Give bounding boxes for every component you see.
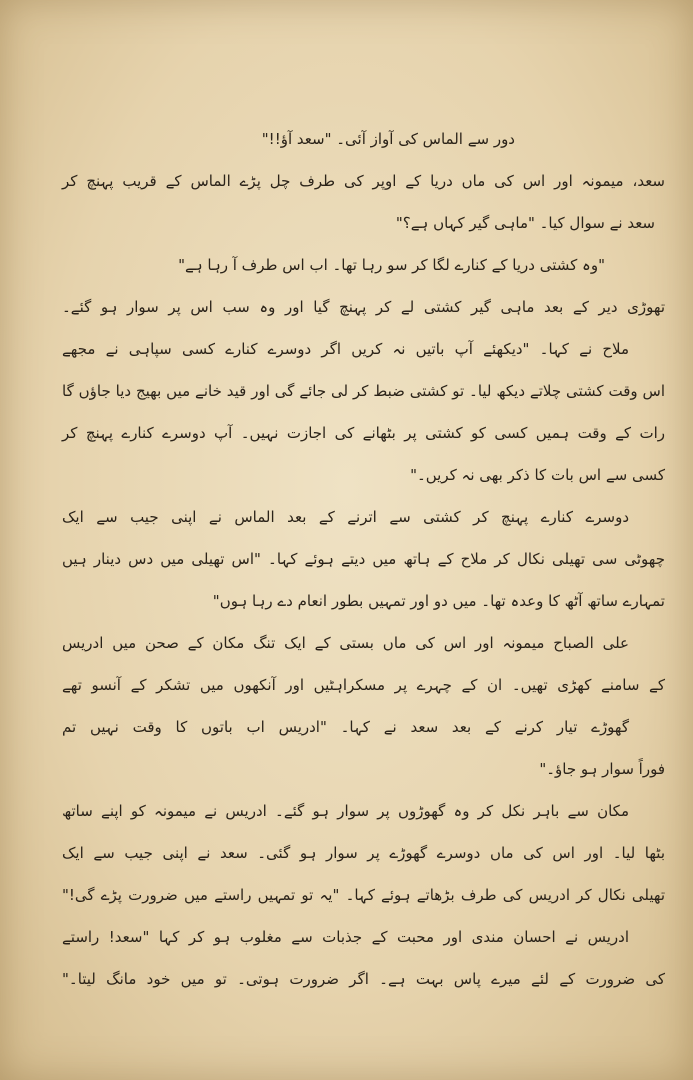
- text-line: بٹھا لیا۔ اور اس کی ماں دوسرے گھوڑے پر سوار ہو گئی۔ سعد نے اپنی جیب سے ایک: [62, 844, 665, 862]
- text-line: اس وقت کشتی چلاتے دیکھ لیا۔ تو کشتی ضبط کر لی جائے گی اور قید خانے میں بھیج دیا جاؤں گا: [62, 382, 665, 400]
- text-line: رات کے وقت ہمیں کسی کو کشتی پر بٹھانے کی اجازت نہیں۔ آپ دوسرے کنارے پہنچ کر: [62, 424, 665, 442]
- text-line: ادریس نے احسان مندی اور محبت کے جذبات سے مغلوب ہو کر کہا "سعد! راستے: [62, 928, 629, 946]
- text-line: "وہ کشتی دریا کے کنارے لگا کر سو رہا تھا۔ اب اس طرف آ رہا ہے": [178, 256, 605, 274]
- text-line: تھوڑی دیر کے بعد ماہی گیر کشتی لے کر پہنچ گیا اور وہ سب اس پر سوار ہو گئے۔: [62, 298, 665, 316]
- text-line: فوراً سوار ہو جاؤ۔": [539, 760, 665, 778]
- text-line: کی ضرورت کے لئے میرے پاس بہت ہے۔ اگر ضرورت ہوتی۔ تو میں خود مانگ لیتا۔": [62, 970, 665, 988]
- text-line: کسی سے اس بات کا ذکر بھی نہ کریں۔": [410, 466, 665, 484]
- text-line: سعد نے سوال کیا۔ "ماہی گیر کہاں ہے؟": [395, 214, 655, 232]
- text-line: تھیلی نکال کر ادریس کی طرف بڑھاتے ہوئے کہا۔ "یہ تو تمہیں راستے میں ضرورت پڑے گی!": [62, 886, 665, 904]
- text-line: دور سے الماس کی آواز آئی۔ "سعد آؤ!!": [261, 130, 515, 148]
- text-line: ملاح نے کہا۔ "دیکھئے آپ باتیں نہ کریں اگر دوسرے کنارے کسی سپاہی نے مجھے: [62, 340, 629, 358]
- text-line: دوسرے کنارے پہنچ کر کشتی سے اترنے کے بعد الماس نے اپنی جیب سے ایک: [62, 508, 629, 526]
- text-line: کے سامنے کھڑی تھیں۔ ان کے چہرے پر مسکراہٹیں اور آنکھوں میں تشکر کے آنسو تھے: [62, 676, 665, 694]
- text-line: چھوٹی سی تھیلی نکال کر ملاح کے ہاتھ میں دیتے ہوئے کہا۔ "اس تھیلی میں دس دینار ہیں: [62, 550, 665, 568]
- text-line: سعد، میمونہ اور اس کی ماں دریا کے اوپر کی طرف چل پڑے الماس کے قریب پہنچ کر: [62, 172, 665, 190]
- text-line: تمہارے ساتھ آٹھ کا وعدہ تھا۔ میں دو اور تمہیں بطور انعام دے رہا ہوں": [212, 592, 665, 610]
- text-line: علی الصباح میمونہ اور اس کی ماں بستی کے ایک تنگ مکان کے صحن میں ادریس: [62, 634, 629, 652]
- text-line: مکان سے باہر نکل کر وہ گھوڑوں پر سوار ہو گئے۔ ادریس نے میمونہ کو اپنے ساتھ: [62, 802, 629, 820]
- text-line: گھوڑے تیار کرنے کے بعد سعد نے کہا۔ "ادریس اب باتوں کا وقت نہیں تم: [62, 718, 629, 736]
